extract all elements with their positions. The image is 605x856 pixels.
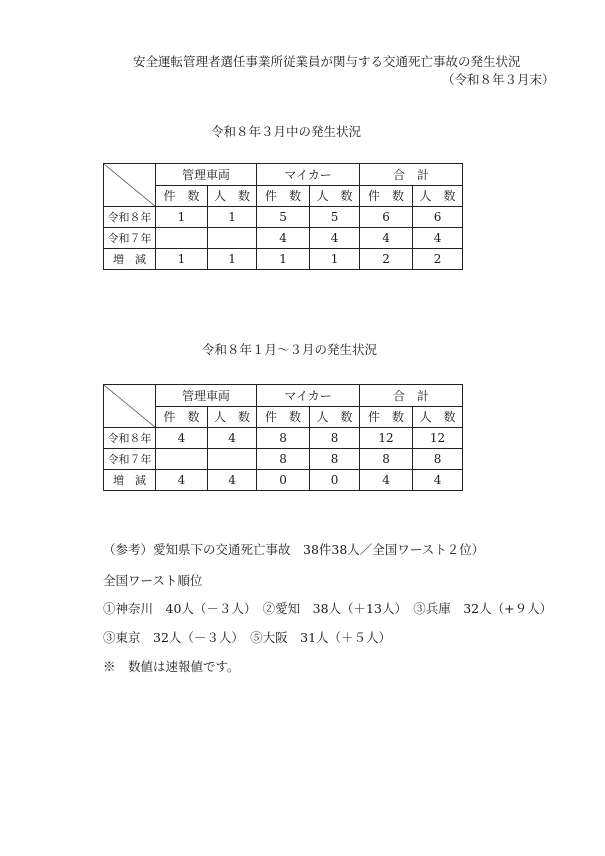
table1-subheader: 人 数 (208, 185, 257, 207)
table1-group-header: 合 計 (360, 164, 463, 186)
table2-corner-cell (104, 385, 156, 428)
table1 (103, 163, 463, 270)
table-cell: 12 (360, 428, 413, 449)
table-cell: 1 (310, 249, 360, 270)
table-cell: 4 (156, 470, 208, 491)
table-cell: 8 (310, 428, 360, 449)
date-note: （令和８年３月末） (442, 72, 555, 87)
table1-group-header: マイカー (257, 164, 360, 186)
table1-subheader: 件 数 (257, 185, 310, 207)
row-label: 令和８年 (104, 428, 156, 449)
table-cell (208, 228, 257, 249)
table-cell: 1 (156, 207, 208, 228)
footnote: ※ 数値は速報値です。 (103, 659, 240, 674)
table-cell: 0 (257, 470, 310, 491)
table-row (104, 470, 463, 491)
table-cell: 8 (257, 428, 310, 449)
table-cell: 8 (413, 449, 463, 470)
table-cell: 4 (310, 228, 360, 249)
table-row (104, 428, 463, 449)
table2-subheader: 件 数 (257, 406, 310, 428)
table-cell: 4 (413, 470, 463, 491)
table-cell: 4 (208, 428, 257, 449)
table-cell: 8 (310, 449, 360, 470)
table2-group-header: マイカー (257, 385, 360, 407)
table-cell: 8 (360, 449, 413, 470)
table2 (103, 384, 463, 491)
table-cell: 0 (310, 470, 360, 491)
table-cell: 5 (257, 207, 310, 228)
table-row (104, 449, 463, 470)
table-cell: 4 (208, 470, 257, 491)
table-cell: 6 (360, 207, 413, 228)
document-title: 安全運転管理者選任事業所従業員が関与する交通死亡事故の発生状況 (133, 54, 521, 69)
table2-subheader: 件 数 (360, 406, 413, 428)
table-row (104, 249, 463, 270)
table-cell: 12 (413, 428, 463, 449)
row-label: 増 減 (104, 249, 156, 270)
table-cell: 4 (156, 428, 208, 449)
table-cell: 4 (360, 228, 413, 249)
table1-subheader: 人 数 (310, 185, 360, 207)
table-cell: 1 (208, 207, 257, 228)
table-cell (208, 449, 257, 470)
row-label: 令和８年 (104, 207, 156, 228)
table1-subheader: 件 数 (360, 185, 413, 207)
table2-subheader: 人 数 (208, 406, 257, 428)
table2-subheader: 人 数 (310, 406, 360, 428)
table-row (104, 207, 463, 228)
row-label: 令和７年 (104, 228, 156, 249)
table1-subheader: 件 数 (156, 185, 208, 207)
row-label: 増 減 (104, 470, 156, 491)
table-cell: 2 (360, 249, 413, 270)
ranking-line-2: ③東京 32人（－３人） ⑤大阪 31人（＋５人） (103, 630, 392, 645)
table2-subheader: 件 数 (156, 406, 208, 428)
table1-corner-cell (104, 164, 156, 207)
table-cell: 4 (413, 228, 463, 249)
ranking-title: 全国ワースト順位 (103, 573, 203, 588)
table-cell (156, 449, 208, 470)
table2-caption: 令和８年１月～３月の発生状況 (202, 342, 378, 357)
ranking-line-1: ①神奈川 40人（－３人） ②愛知 38人（＋13人） ③兵庫 32人（+９人） (103, 601, 553, 616)
table-cell: 1 (257, 249, 310, 270)
row-label: 令和７年 (104, 449, 156, 470)
table2-group-header: 合 計 (360, 385, 463, 407)
table-cell: 5 (310, 207, 360, 228)
table2-group-header: 管理車両 (156, 385, 257, 407)
table-cell: 4 (360, 470, 413, 491)
table2-subheader: 人 数 (413, 406, 463, 428)
reference-note: （参考）愛知県下の交通死亡事故 38件38人／全国ワースト２位） (103, 542, 485, 557)
table1-group-header: 管理車両 (156, 164, 257, 186)
table-cell: 4 (257, 228, 310, 249)
table-cell: 6 (413, 207, 463, 228)
table-cell (156, 228, 208, 249)
table-cell: 8 (257, 449, 310, 470)
table1-caption: 令和８年３月中の発生状況 (211, 124, 362, 139)
table-cell: 1 (156, 249, 208, 270)
table1-subheader: 人 数 (413, 185, 463, 207)
table-cell: 1 (208, 249, 257, 270)
table-cell: 2 (413, 249, 463, 270)
table-row (104, 228, 463, 249)
